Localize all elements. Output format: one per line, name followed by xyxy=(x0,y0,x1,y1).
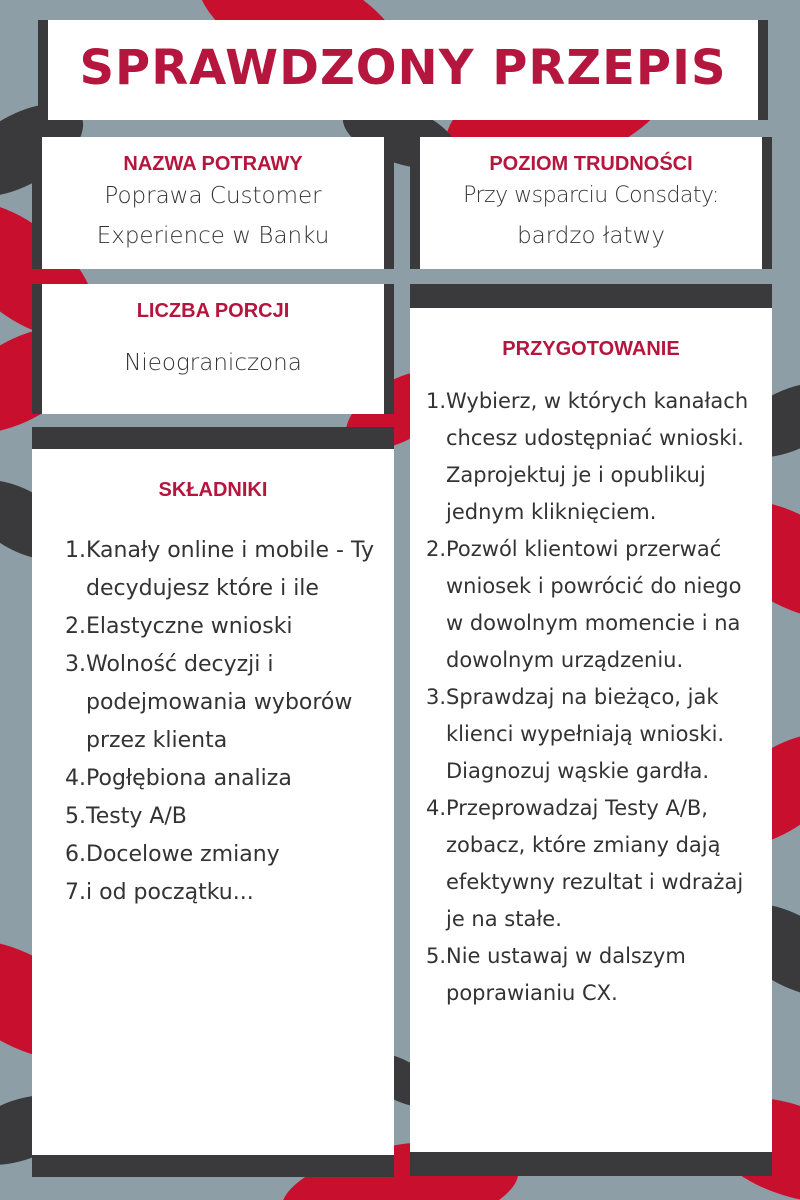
ingredient-text: i od początku... xyxy=(86,880,254,905)
step-number: 2. xyxy=(425,537,446,561)
ingredient-item xyxy=(54,532,376,608)
ingredient-number: 5. xyxy=(65,804,86,829)
preparation-step xyxy=(414,938,756,1012)
ingredient-number: 2. xyxy=(65,614,86,639)
ingredient-item xyxy=(54,608,376,646)
difficulty-line-2: bardzo łatwy xyxy=(517,223,665,249)
step-number: 4. xyxy=(425,796,446,820)
ingredient-text: Wolność decyzji i podejmowania wyborów przez klienta xyxy=(86,652,353,753)
title-banner xyxy=(38,20,768,120)
ingredient-text: Kanały online i mobile - Ty decydujesz które i ile xyxy=(86,538,374,601)
ingredient-item xyxy=(54,760,376,798)
ingredient-text: Docelowe zmiany xyxy=(86,842,280,867)
page-title: SPRAWDZONY PRZEPIS xyxy=(79,40,727,96)
preparation-bottom-bar xyxy=(410,1152,772,1176)
dish-name-line-1: Poprawa Customer xyxy=(104,183,322,209)
ingredient-item xyxy=(54,874,376,912)
ingredient-number: 7. xyxy=(65,880,86,905)
preparation-step xyxy=(414,383,756,531)
preparation-label: PRZYGOTOWANIE xyxy=(502,338,680,360)
servings-card xyxy=(32,284,394,414)
step-text: Pozwól klientowi przerwać wniosek i powrócić do niego w dowolnym momencie i na dowolnym urządzeniu. xyxy=(446,537,742,672)
ingredient-item xyxy=(54,798,376,836)
step-text: Sprawdzaj na bieżąco, jak klienci wypełniają wnioski. Diagnozuj wąskie gardła. xyxy=(446,685,725,783)
preparation-step xyxy=(414,790,756,938)
ingredient-number: 3. xyxy=(65,652,86,677)
difficulty-line-1: Przy wsparciu Consdaty: xyxy=(463,183,719,208)
preparation-top-bar xyxy=(410,284,772,308)
difficulty-label: POZIOM TRUDNOŚCI xyxy=(489,153,693,175)
ingredient-number: 6. xyxy=(65,842,86,867)
difficulty-card xyxy=(410,137,772,269)
ingredient-item xyxy=(54,836,376,874)
step-text: Nie ustawaj w dalszym poprawianiu CX. xyxy=(446,944,686,1005)
servings-label: LICZBA PORCJI xyxy=(136,300,290,322)
step-number: 1. xyxy=(425,389,446,413)
ingredient-text: Testy A/B xyxy=(86,804,187,829)
ingredients-label: SKŁADNIKI xyxy=(158,479,268,501)
ingredient-text: Pogłębiona analiza xyxy=(86,766,292,791)
dish-name-line-2: Experience w Banku xyxy=(96,223,330,249)
ingredient-item xyxy=(54,646,376,760)
preparation-steps xyxy=(414,383,756,1012)
step-number: 5. xyxy=(425,944,446,968)
ingredient-number: 4. xyxy=(65,766,86,791)
step-number: 3. xyxy=(425,685,446,709)
dish-name-label: NAZWA POTRAWY xyxy=(123,153,303,175)
servings-value: Nieograniczona xyxy=(124,350,302,376)
ingredients-list xyxy=(54,532,376,912)
ingredient-text: Elastyczne wnioski xyxy=(86,614,293,639)
dish-name-card xyxy=(32,137,394,269)
ingredients-card xyxy=(32,449,394,1155)
preparation-step xyxy=(414,531,756,679)
step-text: Wybierz, w których kanałach chcesz udostępniać wnioski. Zaprojektuj je i opublikuj jednym kliknięciem. xyxy=(446,389,749,524)
preparation-card xyxy=(410,308,772,1152)
ingredients-bottom-bar xyxy=(32,1155,394,1177)
ingredient-number: 1. xyxy=(65,538,86,563)
step-text: Przeprowadzaj Testy A/B, zobacz, które zmiany dają efektywny rezultat i wdrażaj je na stałe. xyxy=(446,796,744,931)
preparation-step xyxy=(414,679,756,790)
ingredients-top-bar xyxy=(32,427,394,449)
